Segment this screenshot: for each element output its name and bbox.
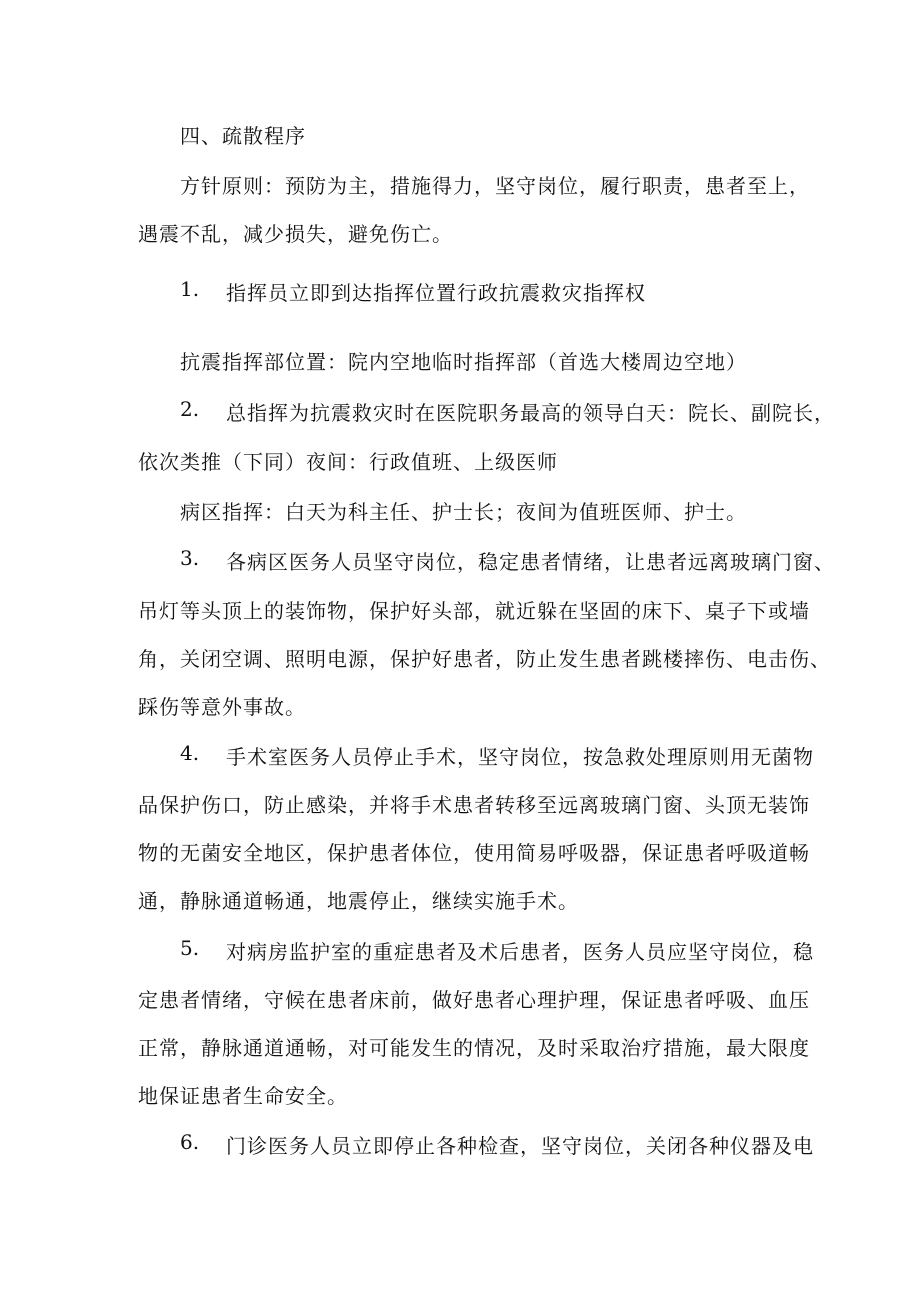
paragraph-line: 遇震不乱，减少损失，避免伤亡。 — [138, 222, 453, 246]
item-number: 3. — [180, 546, 200, 570]
paragraph-line: 抗震指挥部位置：院内空地临时指挥部（首选大楼周边空地） — [180, 350, 747, 374]
paragraph-line: 地保证患者生命安全。 — [138, 1084, 348, 1108]
item-number: 6. — [180, 1130, 200, 1154]
paragraph-line: 对病房监护室的重症患者及术后患者，医务人员应坚守岗位，稳 — [226, 940, 814, 964]
paragraph-line: 门诊医务人员立即停止各种检查，坚守岗位，关闭各种仪器及电 — [226, 1134, 814, 1158]
item-number: 5. — [180, 936, 200, 960]
paragraph-line: 通，静脉通道畅通，地震停止，继续实施手术。 — [138, 889, 579, 913]
paragraph-line: 总指挥为抗震救灾时在医院职务最高的领导白天：院长、副院长， — [226, 401, 835, 425]
item-number: 1. — [180, 277, 200, 301]
paragraph-line: 手术室医务人员停止手术，坚守岗位，按急救处理原则用无菌物 — [226, 745, 814, 769]
item-number: 2. — [180, 397, 200, 421]
paragraph-line: 各病区医务人员坚守岗位，稳定患者情绪，让患者远离玻璃门窗、 — [226, 550, 835, 574]
paragraph-line: 吊灯等头顶上的装饰物，保护好头部，就近躲在坚固的床下、桌子下或墙 — [138, 599, 810, 623]
item-number: 4. — [180, 741, 200, 765]
paragraph-line: 踩伤等意外事故。 — [138, 695, 306, 719]
paragraph-line: 病区指挥：白天为科主任、护士长；夜间为值班医师、护士。 — [180, 500, 747, 524]
paragraph-line: 角，关闭空调、照明电源，保护好患者，防止发生患者跳楼摔伤、电击伤、 — [138, 647, 831, 671]
paragraph-line: 品保护伤口，防止感染，并将手术患者转移至远离玻璃门窗、头顶无装饰 — [138, 793, 810, 817]
paragraph-line: 指挥员立即到达指挥位置行政抗震救灾指挥权 — [226, 281, 646, 305]
paragraph-line: 依次类推（下同）夜间：行政值班、上级医师 — [138, 450, 558, 474]
paragraph-line: 方针原则：预防为主，措施得力，坚守岗位，履行职责，患者至上， — [180, 174, 810, 198]
paragraph-line: 正常，静脉通道通畅，对可能发生的情况，及时采取治疗措施，最大限度 — [138, 1036, 810, 1060]
section-heading: 四、疏散程序 — [180, 124, 306, 148]
paragraph-line: 物的无菌安全地区，保护患者体位，使用简易呼吸器，保证患者呼吸道畅 — [138, 841, 810, 865]
paragraph-line: 定患者情绪，守候在患者床前，做好患者心理护理，保证患者呼吸、血压 — [138, 988, 810, 1012]
